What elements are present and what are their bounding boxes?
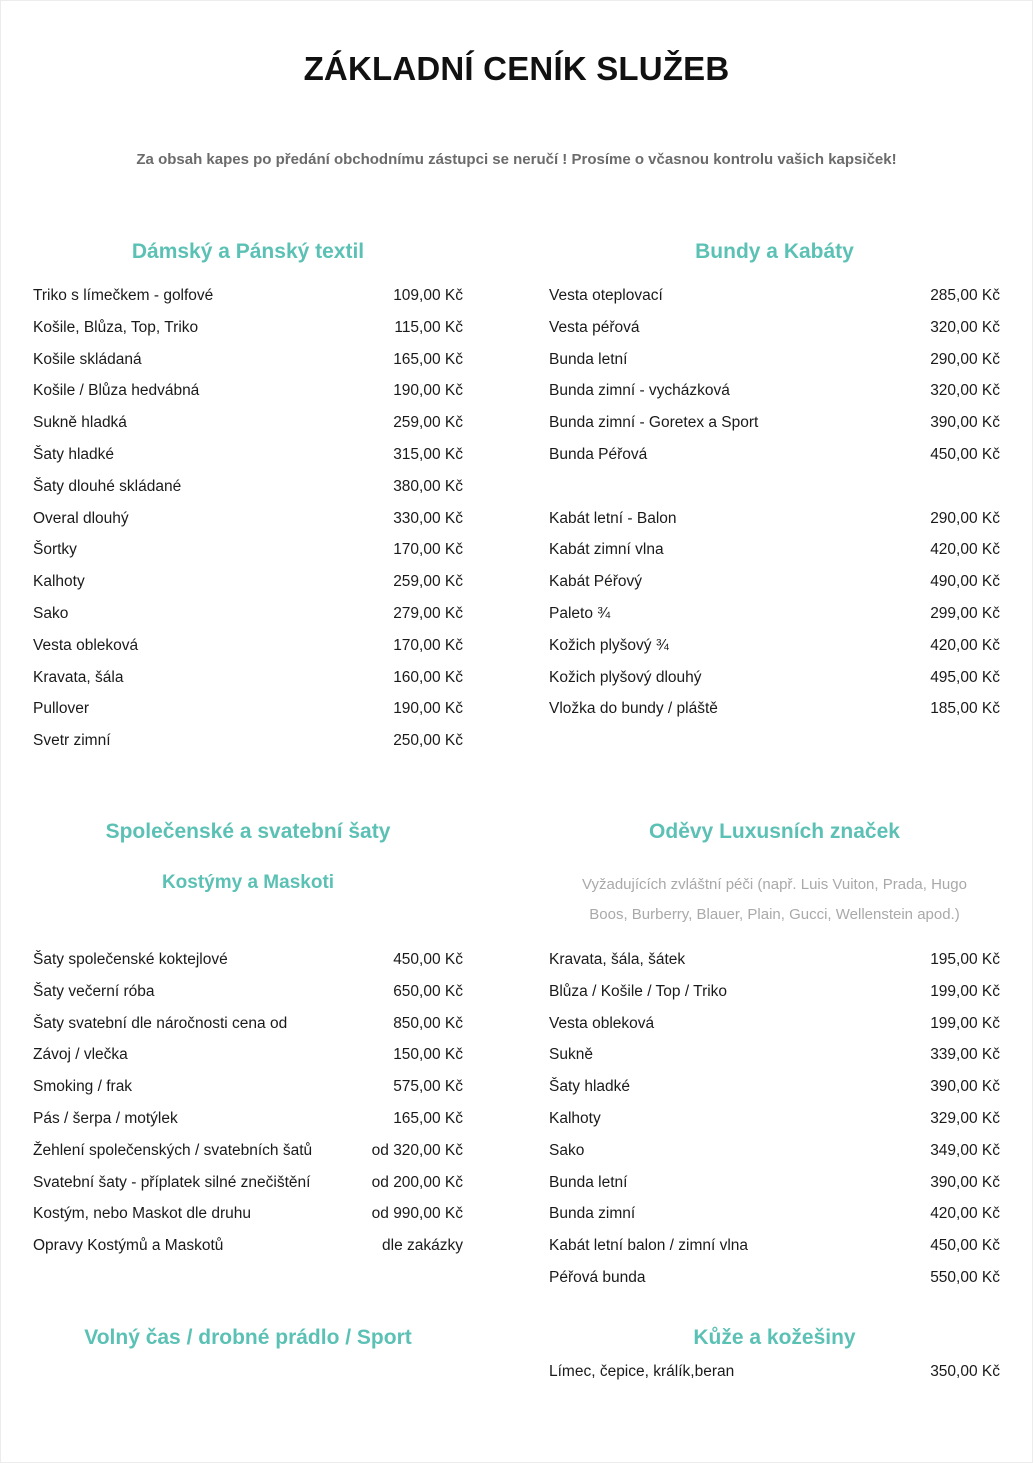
item-name: Svetr zimní: [33, 732, 111, 750]
item-price: 350,00 Kč: [930, 1363, 1000, 1380]
item-price: 329,00 Kč: [930, 1109, 1000, 1127]
price-row: [33, 1110, 463, 1142]
section-heading-kuze: Kůže a kožešiny: [693, 1326, 856, 1349]
price-row: [549, 541, 1000, 573]
item-name: Blůza / Košile / Top / Triko: [549, 982, 728, 1000]
item-name: Kravata, šála: [33, 668, 124, 686]
price-row: [549, 700, 1000, 732]
price-row: [33, 541, 463, 573]
price-row: [549, 1237, 1000, 1269]
price-row: [33, 478, 463, 510]
price-row: [33, 951, 463, 983]
item-name: Bunda Péřová: [549, 445, 648, 463]
item-price: 170,00 Kč: [393, 636, 463, 654]
luxus-note-line2: Boos, Burberry, Blauer, Plain, Gucci, Wellenstein apod.): [589, 906, 960, 923]
item-name: Vesta péřová: [549, 318, 640, 336]
item-name: Kabát letní balon / zimní vlna: [549, 1237, 749, 1255]
price-list-bundy: [549, 287, 1000, 732]
price-row: [549, 287, 1000, 319]
item-name: Kalhoty: [33, 573, 85, 591]
price-row: [33, 1205, 463, 1237]
item-price: 259,00 Kč: [393, 573, 463, 591]
price-row: [549, 1046, 1000, 1078]
price-row: [33, 1078, 463, 1110]
item-price: 259,00 Kč: [393, 414, 463, 432]
price-row: [33, 1174, 463, 1206]
item-price: 290,00 Kč: [930, 509, 1000, 527]
luxus-note: [549, 870, 1000, 930]
price-row: [549, 1142, 1000, 1174]
page-title: ZÁKLADNÍ CENÍK SLUŽEB: [303, 50, 730, 87]
item-price: 165,00 Kč: [393, 350, 463, 368]
item-name: Kožich plyšový dlouhý: [549, 668, 702, 686]
item-price: 195,00 Kč: [930, 951, 1000, 968]
item-price: 315,00 Kč: [393, 445, 463, 463]
price-list-spolecenske: [33, 951, 463, 1269]
price-row: [549, 983, 1000, 1015]
luxus-note-line1: Vyžadujících zvláštní péči (např. Luis Vuiton, Prada, Hugo: [582, 876, 967, 893]
item-price: 299,00 Kč: [930, 604, 1000, 622]
price-row: [549, 414, 1000, 446]
pocket-notice: Za obsah kapes po předání obchodnímu zástupci se neručí ! Prosíme o včasnou kontrolu vašich kapsiček!: [136, 151, 897, 168]
price-row: [549, 382, 1000, 414]
item-price: 380,00 Kč: [393, 477, 463, 495]
item-price: od 320,00 Kč: [371, 1141, 463, 1159]
price-row: [33, 700, 463, 732]
section-heading-volny: Volný čas / drobné prádlo / Sport: [84, 1326, 412, 1349]
section-heading-luxus: Oděvy Luxusních značek: [649, 820, 900, 843]
item-price: 109,00 Kč: [393, 287, 463, 304]
item-name: Bunda zimní - vycházková: [549, 382, 730, 400]
item-price: 420,00 Kč: [930, 636, 1000, 654]
item-price: 390,00 Kč: [930, 1078, 1000, 1096]
price-row: [549, 637, 1000, 669]
item-price: 450,00 Kč: [930, 445, 1000, 463]
price-row: [549, 446, 1000, 478]
item-price: 250,00 Kč: [393, 732, 463, 750]
item-name: Šaty svatební dle náročnosti cena od: [33, 1014, 288, 1032]
item-price: 199,00 Kč: [930, 1014, 1000, 1032]
price-row: [549, 1174, 1000, 1206]
item-price: 390,00 Kč: [930, 1173, 1000, 1191]
item-price: 190,00 Kč: [393, 382, 463, 400]
item-name: Šortky: [33, 541, 77, 559]
price-row: [33, 1046, 463, 1078]
item-price: 160,00 Kč: [393, 668, 463, 686]
item-name: Šaty společenské koktejlové: [33, 951, 228, 968]
item-price: 170,00 Kč: [393, 541, 463, 559]
item-price: 320,00 Kč: [930, 318, 1000, 336]
item-name: Košile, Blůza, Top, Triko: [33, 318, 199, 336]
price-row: [549, 1205, 1000, 1237]
item-name: Kabát letní - Balon: [549, 509, 677, 527]
price-row: [549, 1078, 1000, 1110]
price-row: [549, 1015, 1000, 1047]
price-row: [33, 605, 463, 637]
item-name: Kostým, nebo Maskot dle druhu: [33, 1205, 251, 1223]
item-price: 495,00 Kč: [930, 668, 1000, 686]
item-name: Pás / šerpa / motýlek: [33, 1109, 178, 1127]
item-name: Paleto ¾: [549, 604, 611, 622]
item-name: Smoking / frak: [33, 1078, 133, 1096]
price-row: [549, 1363, 1000, 1395]
item-name: Sukně hladká: [33, 414, 127, 432]
item-name: Vesta obleková: [549, 1014, 655, 1032]
item-name: Košile / Blůza hedvábná: [33, 382, 200, 400]
item-price: od 200,00 Kč: [371, 1173, 463, 1191]
item-name: Bunda zimní - Goretex a Sport: [549, 414, 759, 432]
price-row: [549, 351, 1000, 383]
price-row: [549, 510, 1000, 542]
item-price: dle zakázky: [382, 1237, 463, 1255]
section-heading-bundy: Bundy a Kabáty: [695, 240, 854, 263]
item-name: Sako: [33, 604, 69, 622]
item-name: Triko s límečkem - golfové: [33, 287, 214, 304]
item-price: 490,00 Kč: [930, 573, 1000, 591]
price-list-damsky: [33, 287, 463, 764]
item-name: Kožich plyšový ¾: [549, 636, 669, 654]
item-price: 185,00 Kč: [930, 700, 1000, 718]
item-price: 650,00 Kč: [393, 982, 463, 1000]
item-price: 450,00 Kč: [393, 951, 463, 968]
item-price: 279,00 Kč: [393, 604, 463, 622]
item-price: 349,00 Kč: [930, 1141, 1000, 1159]
item-price: 575,00 Kč: [393, 1078, 463, 1096]
item-name: Límec, čepice, králík,beran: [549, 1363, 735, 1380]
item-name: Kravata, šála, šátek: [549, 951, 686, 968]
item-price: 339,00 Kč: [930, 1046, 1000, 1064]
price-row: [33, 510, 463, 542]
item-name: Žehlení společenských / svatebních šatů: [33, 1141, 313, 1159]
item-name: Šaty večerní róba: [33, 982, 155, 1000]
item-name: Šaty hladké: [549, 1078, 630, 1096]
price-row: [33, 732, 463, 764]
item-price: 115,00 Kč: [394, 318, 463, 336]
item-name: Bunda zimní: [549, 1205, 636, 1223]
price-row: [549, 573, 1000, 605]
item-price: 320,00 Kč: [930, 382, 1000, 400]
item-name: Opravy Kostýmů a Maskotů: [33, 1237, 224, 1255]
price-row: [33, 573, 463, 605]
price-row: [549, 951, 1000, 983]
item-price: 550,00 Kč: [930, 1268, 1000, 1286]
price-row: [33, 669, 463, 701]
item-name: Kalhoty: [549, 1109, 601, 1127]
item-price: 290,00 Kč: [930, 350, 1000, 368]
item-name: Kabát zimní vlna: [549, 541, 664, 559]
item-price: 450,00 Kč: [930, 1237, 1000, 1255]
item-name: Šaty dlouhé skládané: [33, 477, 182, 495]
item-name: Vesta obleková: [33, 636, 139, 654]
section-subheading-kostymy: Kostýmy a Maskoti: [161, 872, 335, 893]
item-name: Pullover: [33, 700, 89, 718]
price-row: [33, 1142, 463, 1174]
price-row: [549, 605, 1000, 637]
item-name: Vesta oteplovací: [549, 287, 663, 304]
price-row: [549, 669, 1000, 701]
item-price: 285,00 Kč: [930, 287, 1000, 304]
price-row: [33, 1237, 463, 1269]
price-row: [549, 478, 1000, 510]
price-row: [33, 414, 463, 446]
item-name: Kabát Péřový: [549, 573, 643, 591]
item-name: Bunda letní: [549, 1173, 628, 1191]
item-price: 420,00 Kč: [930, 541, 1000, 559]
price-row: [33, 382, 463, 414]
price-row: [33, 351, 463, 383]
item-name: Svatební šaty - příplatek silné znečištění: [33, 1173, 311, 1191]
item-price: 850,00 Kč: [393, 1014, 463, 1032]
price-row: [549, 1110, 1000, 1142]
item-name: Šaty hladké: [33, 445, 114, 463]
item-price: 150,00 Kč: [393, 1046, 463, 1064]
item-name: Overal dlouhý: [33, 509, 129, 527]
price-row: [33, 446, 463, 478]
item-name: Péřová bunda: [549, 1268, 646, 1286]
price-row: [549, 319, 1000, 351]
price-row: [33, 287, 463, 319]
item-name: Sako: [549, 1141, 585, 1159]
item-price: 330,00 Kč: [393, 509, 463, 527]
item-name: Bunda letní: [549, 350, 628, 368]
section-heading-spolecenske: Společenské a svatební šaty: [105, 820, 391, 843]
item-price: 190,00 Kč: [393, 700, 463, 718]
item-name: Vložka do bundy / pláště: [549, 700, 718, 718]
price-row: [33, 319, 463, 351]
item-price: 420,00 Kč: [930, 1205, 1000, 1223]
section-heading-damsky: Dámský a Pánský textil: [131, 240, 365, 263]
price-list-kuze: [549, 1363, 1000, 1395]
price-row: [33, 983, 463, 1015]
item-name: Košile skládaná: [33, 350, 142, 368]
item-name: Závoj / vlečka: [33, 1046, 128, 1064]
item-name: Sukně: [549, 1046, 593, 1064]
price-row: [33, 1015, 463, 1047]
item-price: 165,00 Kč: [393, 1109, 463, 1127]
price-list-luxus: [549, 951, 1000, 1301]
item-price: 390,00 Kč: [930, 414, 1000, 432]
item-price: 199,00 Kč: [930, 982, 1000, 1000]
price-row: [549, 1269, 1000, 1301]
item-price: od 990,00 Kč: [371, 1205, 463, 1223]
price-row: [33, 637, 463, 669]
